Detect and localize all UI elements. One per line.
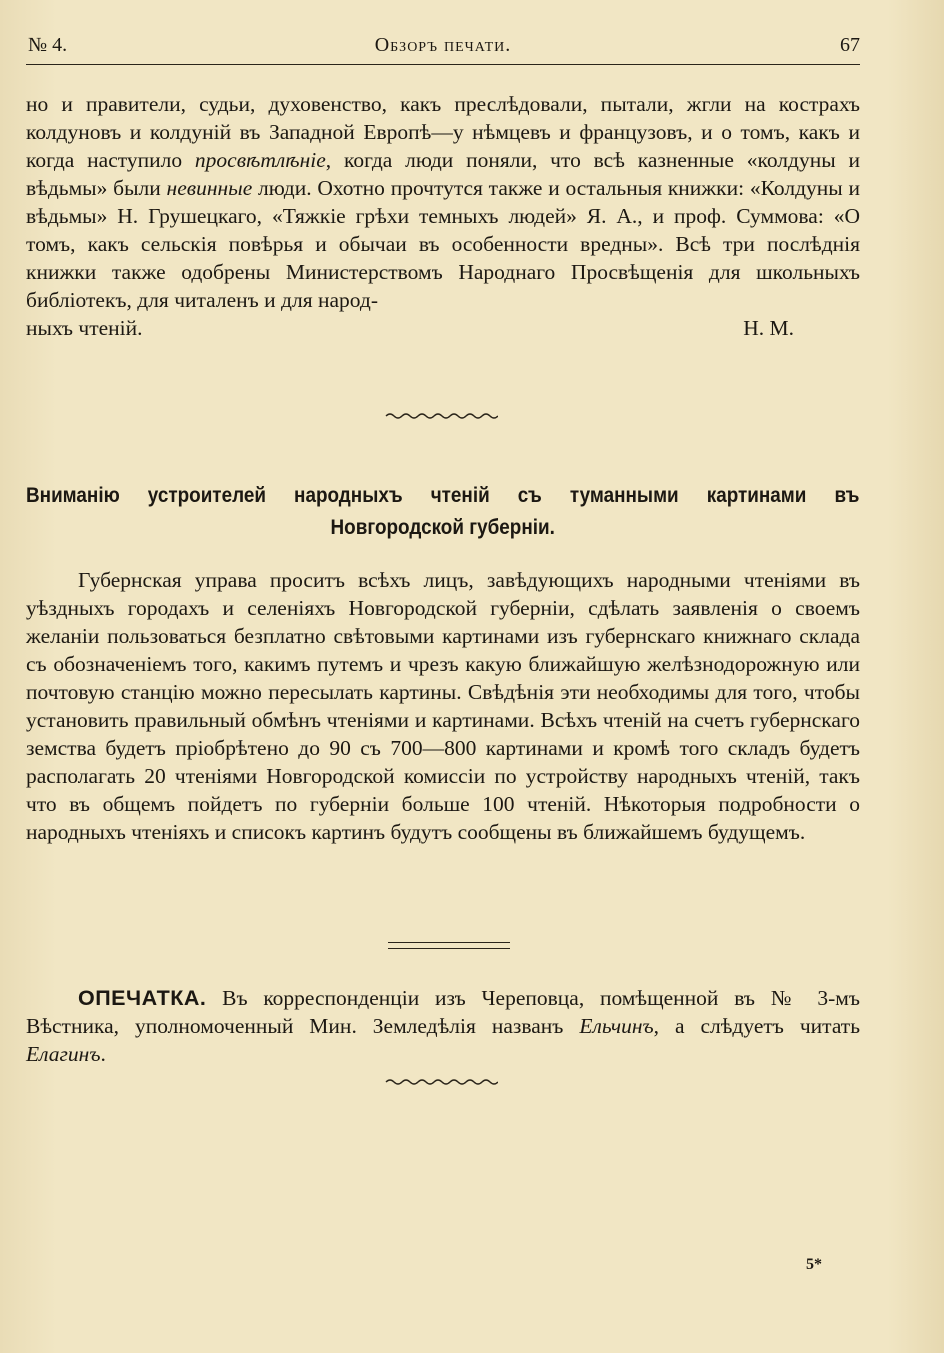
text-run: Въ корреспонденціи изъ Череповца, помѣщенной въ № 3-мъ Вѣстника, уполномоченный Мин. Земледѣлія названъ — [26, 986, 860, 1038]
announcement-text: Губернская управа проситъ всѣхъ лицъ, завѣдующихъ народными чтеніями въ уѣздныхъ городахъ и селеніяхъ Новгородской губерніи, сдѣлать заявленія о своемъ желаніи пользоваться безплатно свѣтовыми картинами изъ губернскаго книжнаго склада съ обозначеніемъ того, какимъ путемъ и чрезъ какую ближайшую желѣзнодорожную или почтовую станцію можно пересылать картины. Свѣдѣнія эти необходимы для того, чтобы установить правильный обмѣнъ чтеніями и картинами. Всѣхъ чтеній на счетъ губернскаго земства будетъ пріобрѣтено до 90 съ 700—800 картинами и кромѣ того складъ будетъ располагать 20 чтеніями Новгородской комиссіи по устройству народныхъ чтеній, такъ что въ общемъ пойдетъ по губерніи больше 100 чтеній. Нѣкоторыя подробности о народныхъ чтеніяхъ и списокъ картинъ будутъ сообщены въ ближайшемъ будущемъ. — [26, 568, 860, 844]
double-rule-divider — [388, 942, 510, 949]
italic-name: Ельчинъ — [579, 1014, 654, 1038]
heading-line: Новгородской губерніи. — [330, 516, 555, 539]
text-run: люди. Охотно прочтутся также и остальныя книжки: «Колдуны и вѣдьмы» Н. Грушецкаго, «Тяжкіе грѣхи темныхъ людей» Я. А., и проф. Суммова: «О томъ, какъ сельскія повѣрья и обычаи въ особенности вредны». Всѣ три послѣднія книжки также одобрены Министерствомъ Народнаго Просвѣщенія для школьныхъ библіотекъ, для читаленъ и для народ- — [26, 176, 860, 312]
wavy-divider — [384, 1076, 498, 1088]
section-heading — [26, 480, 860, 544]
erratum-paragraph — [26, 984, 860, 1068]
text-run: . — [100, 1042, 106, 1066]
paragraph-end: ныхъ чтеній. — [26, 316, 143, 340]
signature-mark: 5* — [806, 1256, 822, 1273]
issue-number: № 4. — [28, 34, 68, 56]
text-run: но и правители, судьи, духовенство, какъ преслѣдовали, пытали, жгли на кострахъ колдуновъ и колдуній въ Западной Европѣ—у нѣмцевъ и французовъ, и о томъ, какъ и когда наступило — [26, 92, 860, 172]
text-run: , а слѣдуетъ читать — [653, 1014, 861, 1038]
review-paragraph — [26, 90, 860, 342]
erratum-label: ОПЕЧАТКА. — [78, 986, 207, 1010]
author-signature: Н. М. — [743, 316, 794, 340]
italic-term: просвѣтлѣніе — [194, 148, 326, 172]
page-header — [26, 34, 860, 65]
wavy-divider — [384, 410, 498, 422]
heading-line: Вниманію устроителей народныхъ чтеній съ туманными картинами въ — [26, 484, 860, 507]
page-number: 67 — [840, 34, 860, 56]
announcement-paragraph — [26, 566, 860, 846]
text-run: , когда люди поняли, что всѣ казненные «колдуны и вѣдьмы» были — [26, 148, 860, 200]
italic-name: Елагинъ — [26, 1042, 101, 1066]
italic-term: невинные — [166, 176, 253, 200]
running-title: Обзоръ печати. — [374, 34, 512, 56]
